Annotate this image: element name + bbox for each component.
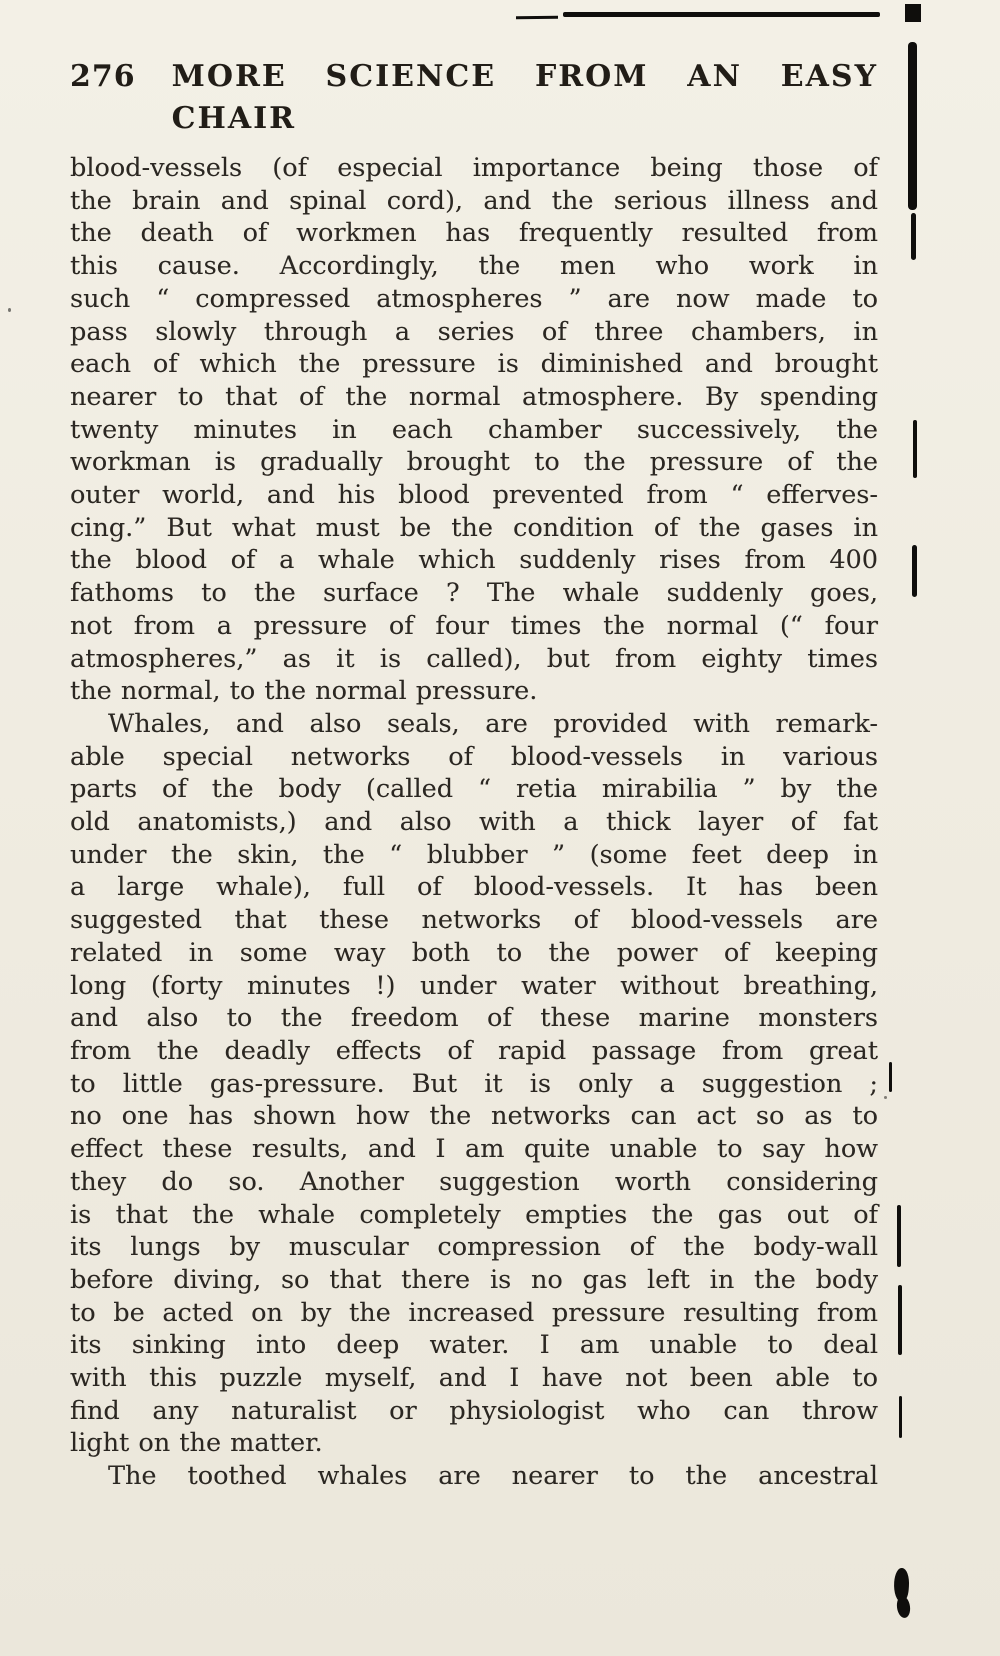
page-header xyxy=(70,56,878,140)
scan-artifact-right-tick xyxy=(899,1396,902,1438)
paragraph xyxy=(70,708,878,1460)
scan-artifact-speck xyxy=(884,1096,887,1099)
scan-artifact-right-bar xyxy=(898,1285,902,1355)
body-text xyxy=(70,152,878,1493)
text-line: cing.” But what must be the condition of the gases in xyxy=(70,512,878,543)
scan-artifact-top-rule xyxy=(563,12,880,17)
page-number: 276 xyxy=(70,59,136,94)
text-line: atmospheres,” as it is called), but from eighty times xyxy=(70,643,878,674)
text-line: the normal, to the normal pressure. xyxy=(70,676,538,707)
scan-artifact-right-bar xyxy=(908,42,917,210)
running-title: MORE SCIENCE FROM AN EASY CHAIR xyxy=(171,59,878,136)
text-line: the blood of a whale which suddenly rises from 400 xyxy=(70,545,878,576)
text-line: nearer to that of the normal atmosphere. By spending xyxy=(70,381,878,412)
text-line: suggested that these networks of blood-vessels are xyxy=(70,905,878,936)
text-line: this cause. Accordingly, the men who work in xyxy=(70,251,878,282)
text-line: each of which the pressure is diminished and brought xyxy=(70,349,878,380)
text-line: find any naturalist or physiologist who can throw xyxy=(70,1395,878,1426)
text-line: blood-vessels (of especial importance being those of xyxy=(70,153,878,183)
scan-artifact-speck xyxy=(8,308,11,312)
text-line: with this puzzle myself, and I have not been able to xyxy=(70,1363,878,1394)
text-line: workman is gradually brought to the pressure of the xyxy=(70,447,878,478)
text-line: Whales, and also seals, are provided with remark- xyxy=(108,708,878,739)
text-line: The toothed whales are nearer to the ancestral xyxy=(108,1461,878,1492)
text-line: twenty minutes in each chamber successively, the xyxy=(70,414,878,445)
text-line: they do so. Another suggestion worth considering xyxy=(70,1166,878,1197)
text-line: fathoms to the surface ? The whale suddenly goes, xyxy=(70,578,878,609)
scan-artifact-corner-block xyxy=(905,4,921,22)
text-line: such “ compressed atmospheres ” are now made to xyxy=(70,283,878,314)
paragraph xyxy=(70,1460,878,1493)
scan-artifact-right-bar xyxy=(911,213,916,260)
text-line: to be acted on by the increased pressure resulting from xyxy=(70,1297,878,1328)
text-line: long (forty minutes !) under water without breathing, xyxy=(70,970,878,1001)
scan-artifact-bottom-blot xyxy=(896,1595,912,1619)
text-line: old anatomists,) and also with a thick layer of fat xyxy=(70,807,878,838)
text-line: no one has shown how the networks can act so as to xyxy=(70,1101,878,1132)
text-line: is that the whale completely empties the gas out of xyxy=(70,1199,878,1230)
paragraph xyxy=(70,152,878,708)
scan-artifact-right-bar xyxy=(913,420,917,478)
scan-artifact-right-bar xyxy=(912,545,917,597)
text-line: its lungs by muscular compression of the body-wall xyxy=(70,1232,878,1263)
text-line: not from a pressure of four times the normal (“ four xyxy=(70,610,878,641)
text-line: effect these results, and I am quite unable to say how xyxy=(70,1134,878,1165)
scan-artifact-right-tick xyxy=(889,1062,892,1092)
text-line: outer world, and his blood prevented from “ efferves- xyxy=(70,480,878,511)
scan-artifact-top-rule-left xyxy=(516,16,558,19)
text-line: a large whale), full of blood-vessels. It has been xyxy=(70,872,878,903)
text-line: related in some way both to the power of keeping xyxy=(70,937,878,968)
text-line: able special networks of blood-vessels in various xyxy=(70,741,878,772)
text-line: before diving, so that there is no gas left in the body xyxy=(70,1264,878,1295)
text-line: and also to the freedom of these marine monsters xyxy=(70,1003,878,1034)
text-line: pass slowly through a series of three chambers, in xyxy=(70,316,878,347)
scan-artifact-right-bar xyxy=(897,1205,901,1267)
text-line: parts of the body (called “ retia mirabilia ” by the xyxy=(70,774,878,805)
text-line: the brain and spinal cord), and the serious illness and xyxy=(70,185,878,216)
text-line: under the skin, the “ blubber ” (some feet deep in xyxy=(70,839,878,870)
text-line: its sinking into deep water. I am unable to deal xyxy=(70,1330,878,1361)
text-line: to little gas-pressure. But it is only a suggestion ; xyxy=(70,1068,878,1099)
text-line: from the deadly effects of rapid passage from great xyxy=(70,1035,878,1066)
text-line: the death of workmen has frequently resulted from xyxy=(70,218,878,249)
text-line: light on the matter. xyxy=(70,1428,323,1459)
